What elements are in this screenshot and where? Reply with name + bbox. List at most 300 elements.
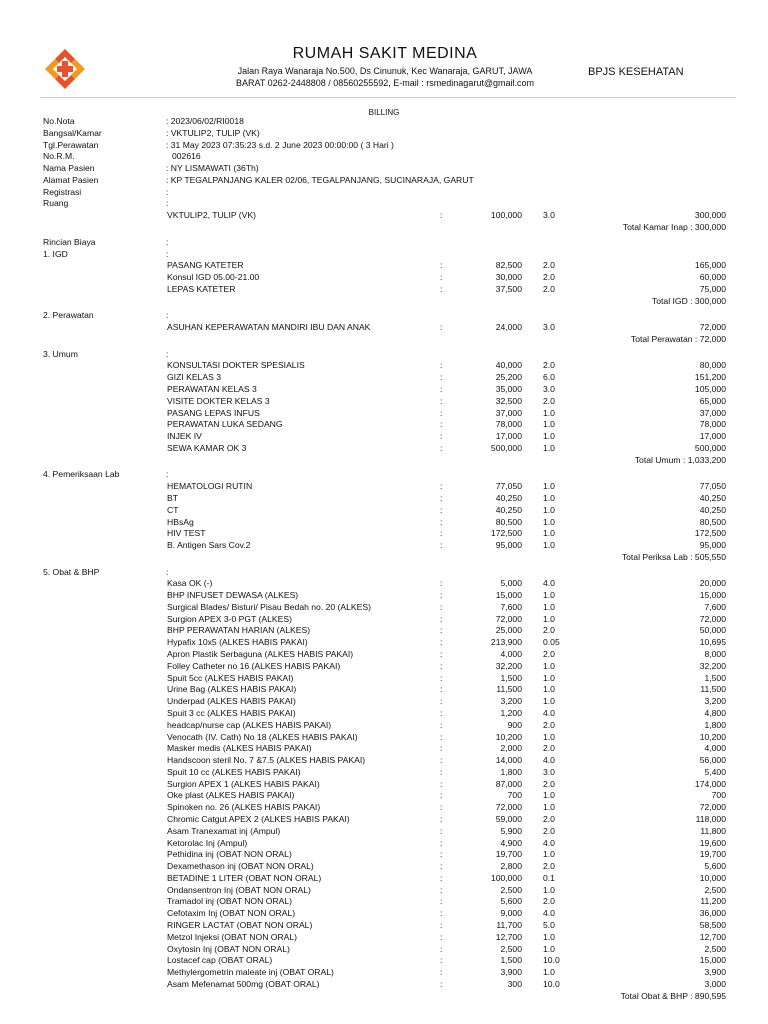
table-row bbox=[0, 661, 768, 673]
item-name: headcap/nurse cap (ALKES HABIS PAKAI) bbox=[167, 719, 332, 730]
item-total: 172,500 bbox=[694, 528, 726, 539]
item-price: 25,200 bbox=[495, 372, 522, 383]
item-price: 30,000 bbox=[495, 272, 522, 283]
item-separator: : bbox=[440, 590, 443, 601]
section-colon: : bbox=[166, 469, 169, 480]
table-row bbox=[0, 920, 768, 932]
payer-label: BPJS KESEHATAN bbox=[588, 66, 684, 78]
table-row bbox=[0, 944, 768, 956]
patient-info-label: Nama Pasien bbox=[43, 163, 95, 174]
section-label: 3. Umum bbox=[43, 348, 78, 359]
item-name: Masker medis (ALKES HABIS PAKAI) bbox=[167, 743, 312, 754]
item-separator: : bbox=[440, 896, 443, 907]
item-name: Handscoon steril No. 7 &7.5 (ALKES HABIS PAKAI) bbox=[167, 755, 366, 766]
item-total: 4,800 bbox=[704, 707, 726, 718]
table-row bbox=[0, 431, 768, 443]
table-row bbox=[0, 272, 768, 284]
section-colon: : bbox=[166, 248, 169, 259]
item-qty: 2.0 bbox=[543, 719, 555, 730]
item-qty: 1.0 bbox=[543, 696, 555, 707]
table-row bbox=[0, 955, 768, 967]
item-separator: : bbox=[440, 649, 443, 660]
item-total: 3,000 bbox=[704, 978, 726, 989]
document-title: BILLING bbox=[368, 108, 400, 117]
item-price: 40,250 bbox=[495, 492, 522, 503]
item-separator: : bbox=[440, 625, 443, 636]
patient-info-label: Ruang bbox=[43, 198, 69, 209]
item-total: 11,500 bbox=[700, 684, 726, 695]
item-total: 80,500 bbox=[699, 516, 726, 527]
item-price: 3,200 bbox=[500, 696, 522, 707]
item-total: 5,400 bbox=[704, 766, 726, 777]
table-row bbox=[0, 979, 768, 991]
item-name: Underpad (ALKES HABIS PAKAI) bbox=[167, 696, 296, 707]
item-qty: 4.0 bbox=[543, 707, 555, 718]
section-label: 5. Obat & BHP bbox=[43, 566, 100, 577]
table-row bbox=[0, 372, 768, 384]
item-name: RINGER LACTAT (OBAT NON ORAL) bbox=[167, 919, 313, 930]
item-qty: 2.0 bbox=[543, 813, 555, 824]
item-name: Folley Catheter no 16 (ALKES HABIS PAKAI) bbox=[167, 660, 341, 671]
item-name: Methylergometrin maleate inj (OBAT ORAL) bbox=[167, 967, 334, 978]
table-row bbox=[0, 908, 768, 920]
subtotal: Total IGD : 300,000 bbox=[651, 295, 726, 306]
item-total: 8,000 bbox=[704, 649, 726, 660]
item-total: 10,695 bbox=[699, 637, 726, 648]
item-separator: : bbox=[440, 813, 443, 824]
item-price: 37,500 bbox=[495, 283, 522, 294]
item-name: PASANG LEPAS INFUS bbox=[167, 407, 260, 418]
patient-info-row bbox=[0, 187, 768, 199]
item-price: 5,000 bbox=[500, 578, 522, 589]
item-qty: 4.0 bbox=[543, 755, 555, 766]
item-name: HIV TEST bbox=[167, 528, 206, 539]
item-name: LEPAS KATETER bbox=[167, 283, 236, 294]
subtotal: Total Umum : 1,033,200 bbox=[634, 454, 726, 465]
item-name: SEWA KAMAR OK 3 bbox=[167, 442, 247, 453]
item-total: 80,000 bbox=[699, 360, 726, 371]
item-qty: 0.1 bbox=[543, 872, 555, 883]
item-total: 165,000 bbox=[694, 260, 726, 271]
item-price: 2,500 bbox=[500, 884, 522, 895]
item-total: 15,000 bbox=[699, 590, 726, 601]
subtotal: Total Periksa Lab : 505,550 bbox=[621, 551, 726, 562]
item-price: 32,500 bbox=[495, 395, 522, 406]
item-qty: 2.0 bbox=[543, 283, 555, 294]
item-name: Spinoken no. 26 (ALKES HABIS PAKAI) bbox=[167, 802, 321, 813]
item-qty: 1.0 bbox=[543, 660, 555, 671]
item-total: 10,000 bbox=[699, 872, 726, 883]
subtotal: Total Obat & BHP : 890,595 bbox=[620, 990, 726, 1001]
item-separator: : bbox=[440, 802, 443, 813]
item-price: 87,000 bbox=[495, 778, 522, 789]
patient-info-row bbox=[0, 140, 768, 152]
item-name: ASUHAN KEPERAWATAN MANDIRI IBU DAN ANAK bbox=[167, 322, 371, 333]
item-name: Cefotaxim Inj (OBAT NON ORAL) bbox=[167, 908, 296, 919]
item-price: 80,500 bbox=[495, 516, 522, 527]
item-qty: 1.0 bbox=[543, 931, 555, 942]
item-separator: : bbox=[440, 481, 443, 492]
table-row bbox=[0, 849, 768, 861]
item-qty: 2.0 bbox=[543, 825, 555, 836]
item-separator: : bbox=[440, 492, 443, 503]
item-price: 15,000 bbox=[495, 590, 522, 601]
item-total: 10,200 bbox=[699, 731, 726, 742]
table-row bbox=[0, 396, 768, 408]
item-separator: : bbox=[440, 719, 443, 730]
item-price: 5,600 bbox=[500, 896, 522, 907]
patient-info-row bbox=[0, 163, 768, 175]
patient-info-label: Alamat Pasien bbox=[43, 174, 99, 185]
item-price: 213,900 bbox=[490, 637, 522, 648]
item-total: 75,000 bbox=[699, 283, 726, 294]
item-total: 5,600 bbox=[704, 861, 726, 872]
item-price: 172,500 bbox=[490, 528, 522, 539]
item-qty: 10.0 bbox=[543, 978, 560, 989]
item-name: PASANG KATETER bbox=[167, 260, 244, 271]
item-separator: : bbox=[440, 601, 443, 612]
item-total: 500,000 bbox=[694, 442, 726, 453]
patient-info-value: : 31 May 2023 07:35:23 s.d. 2 June 2023 00:00:00 ( 3 Hari ) bbox=[166, 139, 394, 150]
item-total: 2,500 bbox=[704, 884, 726, 895]
item-qty: 1.0 bbox=[543, 492, 555, 503]
item-price: 4,000 bbox=[500, 649, 522, 660]
item-separator: : bbox=[440, 884, 443, 895]
section-header-row bbox=[0, 310, 768, 322]
item-qty: 1.0 bbox=[543, 407, 555, 418]
subtotal-row bbox=[0, 296, 768, 308]
item-total: 1,500 bbox=[704, 672, 726, 683]
item-separator: : bbox=[440, 283, 443, 294]
item-name: BHP INFUSET DEWASA (ALKES) bbox=[167, 590, 299, 601]
item-total: 1,800 bbox=[704, 719, 726, 730]
item-qty: 1.0 bbox=[543, 731, 555, 742]
patient-info-row bbox=[0, 175, 768, 187]
item-total: 40,250 bbox=[699, 492, 726, 503]
item-name: BHP PERAWATAN HARIAN (ALKES) bbox=[167, 625, 311, 636]
table-row bbox=[0, 284, 768, 296]
item-separator: : bbox=[440, 861, 443, 872]
item-qty: 1.0 bbox=[543, 613, 555, 624]
item-total: 105,000 bbox=[694, 384, 726, 394]
rincian-label: Rincian Biaya bbox=[43, 236, 96, 247]
item-qty: 2.0 bbox=[543, 649, 555, 660]
item-separator: : bbox=[440, 613, 443, 624]
item-name: Lostacef cap (OBAT ORAL) bbox=[167, 955, 273, 966]
item-qty: 1.0 bbox=[543, 481, 555, 492]
item-name: VISITE DOKTER KELAS 3 bbox=[167, 395, 270, 406]
item-total: 72,000 bbox=[699, 802, 726, 813]
item-qty: 1.0 bbox=[543, 684, 555, 695]
item-name: Asam Mefenamat 500mg (OBAT ORAL) bbox=[167, 978, 320, 989]
patient-info-row bbox=[0, 198, 768, 210]
item-qty: 2.0 bbox=[543, 896, 555, 907]
item-price: 1,800 bbox=[500, 766, 522, 777]
item-total: 72,000 bbox=[699, 613, 726, 624]
table-row bbox=[0, 873, 768, 885]
item-price: 3,900 bbox=[500, 967, 522, 978]
item-total: 77,050 bbox=[699, 481, 726, 492]
subtotal: Total Kamar Inap : 300,000 bbox=[622, 222, 726, 233]
table-row bbox=[0, 932, 768, 944]
item-qty: 4.0 bbox=[543, 908, 555, 919]
item-name: Oke plast (ALKES HABIS PAKAI) bbox=[167, 790, 295, 801]
item-total: 20,000 bbox=[699, 578, 726, 589]
item-qty: 3.0 bbox=[543, 210, 555, 221]
item-qty: 1.0 bbox=[543, 967, 555, 978]
table-row bbox=[0, 505, 768, 517]
item-name: Spuit 5cc (ALKES HABIS PAKAI) bbox=[167, 672, 294, 683]
item-total: 12,700 bbox=[699, 931, 726, 942]
item-price: 77,050 bbox=[495, 481, 522, 492]
item-total: 11,200 bbox=[700, 896, 726, 907]
item-name: B. Antigen Sars Cov.2 bbox=[167, 540, 251, 551]
item-separator: : bbox=[440, 696, 443, 707]
item-price: 1,500 bbox=[500, 955, 522, 966]
item-name: Kasa OK (-) bbox=[167, 578, 213, 589]
item-qty: 1.0 bbox=[543, 943, 555, 954]
table-row bbox=[0, 720, 768, 732]
table-row bbox=[0, 790, 768, 802]
item-name: Ondansentron Inj (OBAT NON ORAL) bbox=[167, 884, 311, 895]
item-separator: : bbox=[440, 731, 443, 742]
item-separator: : bbox=[440, 908, 443, 919]
item-name: KONSULTASI DOKTER SPESIALIS bbox=[167, 360, 305, 371]
table-row bbox=[0, 767, 768, 779]
item-qty: 0.05 bbox=[543, 637, 560, 648]
item-name: Hypafix 10x5 (ALKES HABIS PAKAI) bbox=[167, 637, 308, 648]
item-qty: 2.0 bbox=[543, 625, 555, 636]
item-price: 100,000 bbox=[490, 210, 522, 221]
patient-info-value: : bbox=[166, 186, 169, 197]
table-row bbox=[0, 743, 768, 755]
table-row bbox=[0, 614, 768, 626]
section-label: 2. Perawatan bbox=[43, 310, 94, 321]
item-separator: : bbox=[440, 407, 443, 418]
patient-info-value: : KP TEGALPANJANG KALER 02/06, TEGALPANJANG, SUCINARAJA, GARUT bbox=[166, 174, 474, 185]
item-price: 14,000 bbox=[495, 755, 522, 766]
item-name: CT bbox=[167, 504, 179, 515]
table-row bbox=[0, 861, 768, 873]
patient-info-label: No.Nota bbox=[43, 116, 75, 126]
item-qty: 1.0 bbox=[543, 590, 555, 601]
item-separator: : bbox=[440, 766, 443, 777]
item-price: 17,000 bbox=[495, 431, 522, 442]
item-total: 300,000 bbox=[694, 210, 726, 221]
item-qty: 1.0 bbox=[543, 442, 555, 453]
item-qty: 1.0 bbox=[543, 849, 555, 860]
item-total: 36,000 bbox=[699, 908, 726, 919]
item-separator: : bbox=[440, 672, 443, 683]
item-total: 151,200 bbox=[694, 372, 726, 383]
item-name: Venocath (IV. Cath) No 18 (ALKES HABIS PAKAI) bbox=[167, 731, 358, 742]
item-separator: : bbox=[440, 755, 443, 766]
section-header-row bbox=[0, 567, 768, 579]
item-separator: : bbox=[440, 849, 443, 860]
item-qty: 2.0 bbox=[543, 260, 555, 271]
item-separator: : bbox=[440, 637, 443, 648]
table-row bbox=[0, 578, 768, 590]
item-name: Surgical Blades/ Bisturi/ Pisau Bedah no. 20 (ALKES) bbox=[167, 601, 371, 612]
item-name: Tramadol inj (OBAT NON ORAL) bbox=[167, 896, 292, 907]
item-total: 4,000 bbox=[704, 743, 726, 754]
item-qty: 1.0 bbox=[543, 528, 555, 539]
item-qty: 3.0 bbox=[543, 766, 555, 777]
item-total: 72,000 bbox=[699, 322, 726, 333]
table-row bbox=[0, 732, 768, 744]
item-separator: : bbox=[440, 419, 443, 430]
table-row bbox=[0, 637, 768, 649]
table-row bbox=[0, 708, 768, 720]
table-row bbox=[0, 260, 768, 272]
item-qty: 2.0 bbox=[543, 395, 555, 406]
item-name: Oxytosin Inj (OBAT NON ORAL) bbox=[167, 943, 290, 954]
item-price: 37,000 bbox=[495, 407, 522, 418]
item-qty: 2.0 bbox=[543, 861, 555, 872]
item-separator: : bbox=[440, 322, 443, 333]
item-total: 15,000 bbox=[699, 955, 726, 966]
section-colon: : bbox=[166, 566, 169, 577]
patient-info-label: Registrasi bbox=[43, 186, 82, 197]
table-row bbox=[0, 755, 768, 767]
item-price: 2,500 bbox=[500, 943, 522, 954]
item-price: 2,800 bbox=[500, 861, 522, 872]
item-name: Metzol Injeksi (OBAT NON ORAL) bbox=[167, 931, 298, 942]
item-price: 19,700 bbox=[495, 849, 522, 860]
table-row bbox=[0, 838, 768, 850]
table-row bbox=[0, 540, 768, 552]
hospital-address bbox=[190, 65, 580, 89]
patient-info-value: : 2023/06/02/RI0018 bbox=[166, 116, 244, 126]
item-price: 32,200 bbox=[495, 660, 522, 671]
section-header-row bbox=[0, 349, 768, 361]
item-qty: 10.0 bbox=[543, 955, 560, 966]
table-row bbox=[0, 684, 768, 696]
item-total: 37,000 bbox=[699, 407, 726, 418]
patient-info-label: Tgl.Perawatan bbox=[43, 139, 99, 150]
item-separator: : bbox=[440, 372, 443, 383]
table-row bbox=[0, 384, 768, 396]
item-name: Surgion APEX 3-0 PGT (ALKES) bbox=[167, 613, 292, 624]
item-total: 50,000 bbox=[699, 625, 726, 636]
item-qty: 4.0 bbox=[543, 837, 555, 848]
patient-info-value: : VKTULIP2, TULIP (VK) bbox=[166, 127, 260, 138]
item-price: 1,200 bbox=[500, 707, 522, 718]
item-price: 5,900 bbox=[500, 825, 522, 836]
item-separator: : bbox=[440, 967, 443, 978]
item-separator: : bbox=[440, 504, 443, 515]
item-separator: : bbox=[440, 778, 443, 789]
section-label: 4. Pemeriksaan Lab bbox=[43, 469, 120, 480]
item-total: 58,500 bbox=[699, 919, 726, 930]
table-row bbox=[0, 443, 768, 455]
item-price: 11,700 bbox=[496, 919, 522, 930]
patient-info-row bbox=[0, 151, 768, 163]
item-price: 82,500 bbox=[495, 260, 522, 271]
item-price: 300 bbox=[507, 978, 522, 989]
table-row bbox=[0, 590, 768, 602]
item-qty: 2.0 bbox=[543, 272, 555, 283]
room-row bbox=[0, 210, 768, 222]
patient-info-row bbox=[0, 116, 768, 128]
address-line-1: Jalan Raya Wanaraja No.500, Ds Cinunuk, Kec Wanaraja, GARUT, JAWA bbox=[237, 66, 533, 76]
item-qty: 2.0 bbox=[543, 743, 555, 754]
item-separator: : bbox=[440, 743, 443, 754]
item-total: 60,000 bbox=[699, 272, 726, 283]
item-separator: : bbox=[440, 260, 443, 271]
item-price: 4,900 bbox=[500, 837, 522, 848]
subtotal-row bbox=[0, 552, 768, 564]
table-row bbox=[0, 322, 768, 334]
item-total: 11,800 bbox=[700, 825, 726, 836]
item-price: 7,600 bbox=[500, 601, 522, 612]
subtotal-row bbox=[0, 455, 768, 467]
patient-info-label: No.R.M. bbox=[43, 151, 75, 162]
item-total: 3,900 bbox=[704, 967, 726, 978]
item-qty: 5.0 bbox=[543, 919, 555, 930]
item-price: 100,000 bbox=[490, 872, 522, 883]
section-label: 1. IGD bbox=[43, 248, 68, 259]
item-separator: : bbox=[440, 978, 443, 989]
item-separator: : bbox=[440, 516, 443, 527]
table-row bbox=[0, 896, 768, 908]
item-separator: : bbox=[440, 790, 443, 801]
item-qty: 3.0 bbox=[543, 322, 555, 333]
item-price: 2,000 bbox=[500, 743, 522, 754]
item-price: 25,000 bbox=[495, 625, 522, 636]
item-price: 500,000 bbox=[490, 442, 522, 453]
item-price: 35,000 bbox=[495, 384, 522, 394]
item-separator: : bbox=[440, 707, 443, 718]
item-name: PERAWATAN KELAS 3 bbox=[167, 384, 257, 394]
item-total: 65,000 bbox=[699, 395, 726, 406]
item-separator: : bbox=[440, 825, 443, 836]
item-qty: 6.0 bbox=[543, 372, 555, 383]
item-qty: 1.0 bbox=[543, 790, 555, 801]
item-qty: 1.0 bbox=[543, 431, 555, 442]
subtotal-row bbox=[0, 991, 768, 1003]
item-name: Dexamethason inj (OBAT NON ORAL) bbox=[167, 861, 314, 872]
patient-info-label: Bangsal/Kamar bbox=[43, 127, 102, 138]
item-separator: : bbox=[440, 660, 443, 671]
table-row bbox=[0, 826, 768, 838]
item-separator: : bbox=[440, 272, 443, 283]
subtotal-row bbox=[0, 334, 768, 346]
item-qty: 2.0 bbox=[543, 778, 555, 789]
item-total: 32,200 bbox=[699, 660, 726, 671]
item-separator: : bbox=[440, 528, 443, 539]
table-row bbox=[0, 673, 768, 685]
section-header-row bbox=[0, 469, 768, 481]
item-qty: 2.0 bbox=[543, 360, 555, 371]
item-name: BT bbox=[167, 492, 178, 503]
item-name: PERAWATAN LUKA SEDANG bbox=[167, 419, 283, 430]
item-total: 700 bbox=[711, 790, 726, 801]
item-total: 17,000 bbox=[699, 431, 726, 442]
item-name: VKTULIP2, TULIP (VK) bbox=[167, 210, 256, 221]
item-separator: : bbox=[440, 210, 443, 221]
address-line-2: BARAT 0262-2448808 / 08560255592, E-mail : rsmedinagarut@gmail.com bbox=[236, 78, 534, 88]
item-name: HEMATOLOGI RUTIN bbox=[167, 481, 253, 492]
item-separator: : bbox=[440, 919, 443, 930]
hospital-name: RUMAH SAKIT MEDINA bbox=[292, 45, 478, 62]
patient-info-value: 002616 bbox=[172, 151, 201, 162]
item-name: Konsul IGD 05.00-21.00 bbox=[167, 272, 260, 283]
item-name: INJEK IV bbox=[167, 431, 202, 442]
header-divider bbox=[40, 97, 736, 98]
item-name: HBsAg bbox=[167, 516, 194, 527]
table-row bbox=[0, 602, 768, 614]
